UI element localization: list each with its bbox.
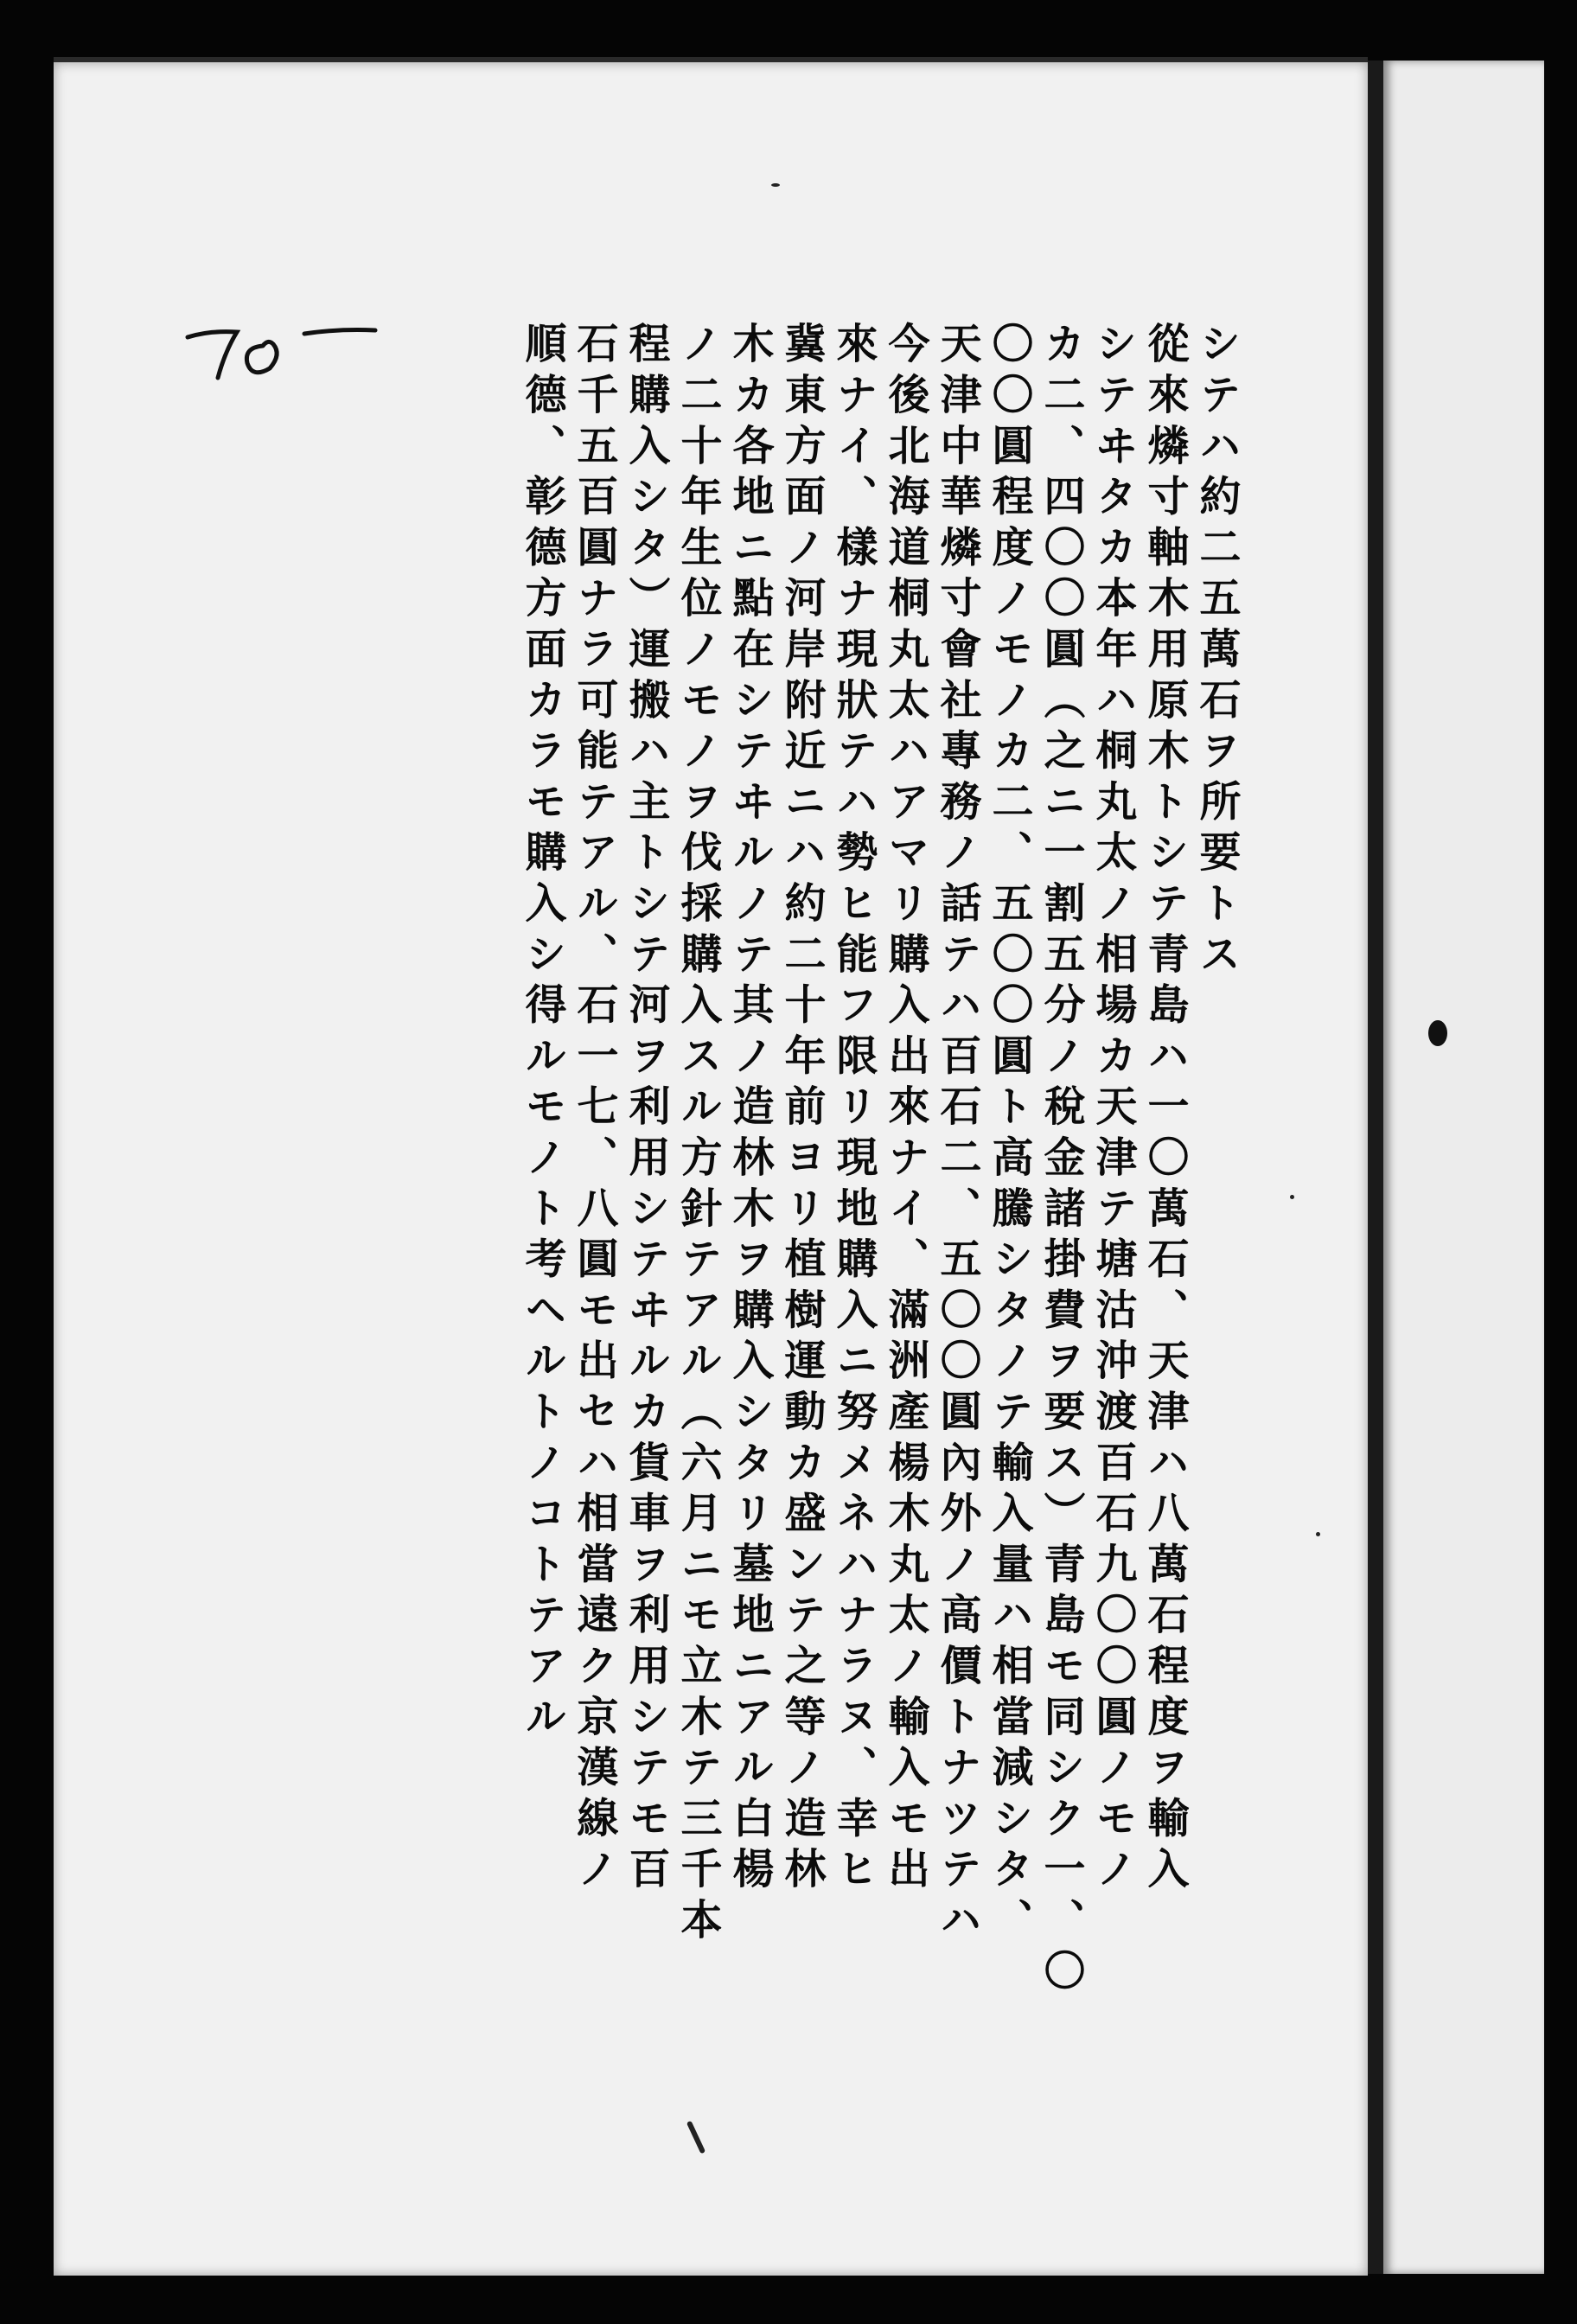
ink-speck — [771, 183, 780, 187]
page-binding-edge — [1368, 61, 1383, 2274]
text-column: 今後北海道桐丸太ハアマリ購入出來ナイ、滿洲產楊木丸太ノ輸入モ出 — [881, 322, 929, 1898]
text-column: ノ二十年生位ノモノヲ伐採購入スル方針テアル（六月ニモ立木テ三千本 — [674, 322, 722, 1949]
text-column: 木カ各地ニ點在シテヰルノテ其ノ造林木ヲ購入シタリ墓地ニアル白楊 — [725, 322, 774, 1898]
ink-speck — [1290, 1195, 1294, 1199]
text-column: 從來燐寸軸木用原木トシテ青島ハ一〇萬石、天津ハ八萬石程度ヲ輸入 — [1140, 322, 1189, 1898]
text-column: カ二、四〇〇圓（之ニ一割五分ノ稅金諸掛費ヲ要ス）青島モ同シク一、〇 — [1037, 322, 1085, 2000]
text-column: 石千五百圓ナラ可能テアル、石一七、八圓モ出セハ相當遠ク京漢線ノ — [570, 322, 618, 1898]
text-column: シテハ約二五萬石ヲ所要トス — [1192, 322, 1241, 983]
page-number — [183, 291, 382, 391]
ink-speck — [1316, 1532, 1320, 1536]
text-column: 〇〇圓程度ノモノカ二、五〇〇圓ト高騰シタノテ輸入量ハ相當減シタ、 — [985, 322, 1033, 1949]
text-column: 天津中華燐寸會社專務ノ話テハ百石二、五〇〇圓內外ノ高價トナツテハ — [933, 322, 981, 1949]
text-column: 來ナイ、樣ナ現狀テハ勢ヒ能フ限リ現地購入ニ努メネハナラヌ、幸ヒ — [829, 322, 878, 1898]
text-column: 順德、彰德方面カラモ購入シ得ルモノト考ヘルトノコトテアル — [518, 322, 566, 1746]
page-number-text: 70 — [183, 291, 201, 308]
text-column: 冀東方面ノ河岸附近ニハ約二十年前ヨリ植樹運動カ盛ンテ之等ノ造林 — [777, 322, 826, 1898]
text-column: 程購入シタ）運搬ハ主トシテ河ヲ利用シテヰルカ貨車ヲ利用シテモ百 — [622, 322, 670, 1898]
ink-blot — [1428, 1020, 1447, 1046]
ink-mark — [686, 2121, 706, 2155]
adjacent-page-edge — [1383, 61, 1544, 2274]
text-column: シテヰタカ本年ハ桐丸太ノ相場カ天津テ塘沽沖渡百石九〇〇圓ノモノ — [1089, 322, 1137, 1898]
